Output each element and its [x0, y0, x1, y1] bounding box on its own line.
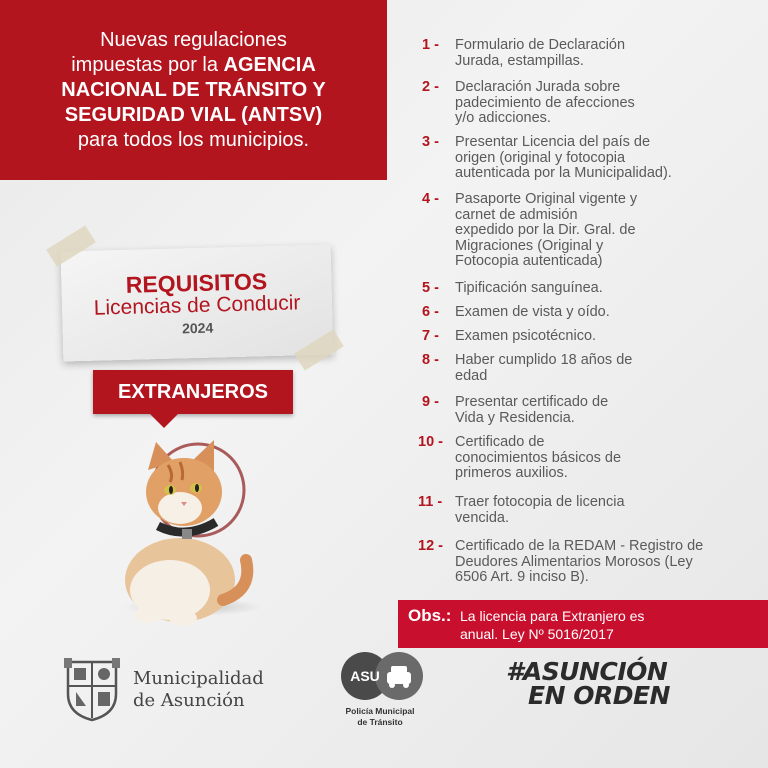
- headline-line-5: para todos los municipios.: [77, 128, 310, 151]
- requirement-number: 8 -: [422, 352, 439, 368]
- requirement-line: Haber cumplido 18 años de: [455, 352, 633, 368]
- headline-line-2: [71, 53, 316, 78]
- headline-line-1: Nuevas regulaciones: [100, 28, 287, 51]
- requirement-line: expedido por la Dir. Gral. de: [455, 222, 636, 238]
- requirement-number: 3 -: [422, 134, 439, 150]
- requirement-line: Presentar certificado de: [455, 394, 609, 410]
- requirement-line: Presentar Licencia del país de: [455, 134, 651, 150]
- hashtag-line-2: EN ORDEN: [528, 681, 670, 710]
- muni-line-2: de Asunción: [133, 690, 245, 711]
- headline-box: [0, 0, 387, 180]
- requirement-line: Jurada, estampillas.: [455, 52, 584, 69]
- asu-caption: [330, 706, 430, 728]
- requirement-text: [455, 281, 755, 297]
- requirement-line: Vida y Residencia.: [455, 409, 575, 426]
- requirement-number: 4 -: [422, 191, 439, 207]
- requirement-line: Pasaporte Original vigente y: [455, 191, 638, 207]
- requirement-line: vencida.: [455, 509, 510, 526]
- requirement-line: Tipificación sanguínea.: [455, 280, 603, 296]
- headline-line-3: NACIONAL DE TRÁNSITO Y: [61, 78, 326, 101]
- headline-line-2-text: impuestas por la: [71, 53, 224, 76]
- asu-caption-line-1: Policía Municipal: [345, 706, 415, 716]
- requirement-number: 2 -: [422, 79, 439, 95]
- headline-line-4: SEGURIDAD VIAL (ANTSV): [64, 103, 323, 126]
- requirement-text: [455, 395, 755, 426]
- requirement-number: 1 -: [422, 37, 439, 53]
- requirement-text: [455, 38, 755, 69]
- extranjeros-banner: EXTRANJEROS: [93, 370, 293, 414]
- requirement-text: [455, 435, 755, 482]
- requirement-line: primeros auxilios.: [455, 465, 568, 481]
- obs-line-1: La licencia para Extranjero es: [460, 608, 645, 624]
- requirement-text: [455, 539, 755, 586]
- note-title: REQUISITOS: [125, 268, 268, 298]
- requirement-line: autenticada por la Municipalidad).: [455, 165, 672, 181]
- requirement-text: [455, 353, 755, 384]
- requirement-number: 10 -: [418, 434, 443, 450]
- requirement-number: 5 -: [422, 280, 439, 296]
- requirement-line: Declaración Jurada sobre: [455, 79, 621, 95]
- requirement-number: 6 -: [422, 304, 439, 320]
- requirement-line: Certificado de: [455, 434, 545, 450]
- asu-caption-line-2: de Tránsito: [357, 717, 403, 727]
- obs-line-2: anual. Ley Nº 5016/2017: [460, 626, 614, 642]
- requirement-number: 11 -: [418, 494, 443, 510]
- requirement-line: Traer fotocopia de licencia: [455, 494, 625, 510]
- headline-agency: AGENCIA: [223, 53, 316, 76]
- requirement-line: Certificado de la REDAM - Registro de: [455, 538, 704, 554]
- requirement-number: 9 -: [422, 394, 439, 410]
- requirement-line: Examen psicotécnico.: [455, 328, 597, 344]
- requirement-text: [455, 495, 755, 526]
- asu-police-logo: [337, 648, 423, 704]
- requirement-line: padecimiento de afecciones: [455, 94, 635, 111]
- obs-text: [460, 607, 750, 643]
- requirement-line: Examen de vista y oído.: [455, 304, 610, 320]
- muni-line-1: Municipalidad: [133, 668, 264, 689]
- requirement-text: [455, 192, 755, 270]
- municipality-name: [133, 668, 264, 712]
- requirement-line: edad: [455, 367, 488, 384]
- note-year: 2024: [181, 319, 214, 337]
- requirement-text: [455, 80, 755, 127]
- requirement-number: 12 -: [418, 538, 443, 554]
- requirement-text: [455, 305, 755, 321]
- banner-pointer: [150, 414, 178, 428]
- requirements-note: [61, 244, 334, 361]
- requirement-line: Fotocopia autenticada): [455, 253, 603, 269]
- obs-label: Obs.:: [408, 606, 452, 625]
- requirement-line: conocimientos básicos de: [455, 449, 622, 466]
- requirement-line: 6506 Art. 9 inciso B).: [455, 569, 589, 585]
- requirement-line: carnet de admisión: [455, 206, 578, 223]
- note-subtitle: Licencias de Conducir: [93, 291, 301, 320]
- requirement-line: Formulario de Declaración: [455, 37, 626, 53]
- requirement-number: 7 -: [422, 328, 439, 344]
- cat-illustration: [118, 430, 258, 630]
- asu-badge-text: ASU: [350, 668, 380, 684]
- observation-box: [398, 600, 768, 648]
- hashtag-logo: [506, 657, 716, 710]
- requirement-line: Deudores Alimentarios Morosos (Ley: [455, 553, 693, 570]
- hashtag-line-1: #ASUNCIÓN: [506, 657, 668, 686]
- requirement-line: origen (original y fotocopia: [455, 149, 626, 166]
- requirement-text: [455, 135, 755, 182]
- requirement-text: [455, 329, 755, 345]
- requirement-line: y/o adicciones.: [455, 110, 551, 126]
- requirement-line: Migraciones (Original y: [455, 237, 604, 254]
- municipal-crest-icon: [62, 656, 122, 722]
